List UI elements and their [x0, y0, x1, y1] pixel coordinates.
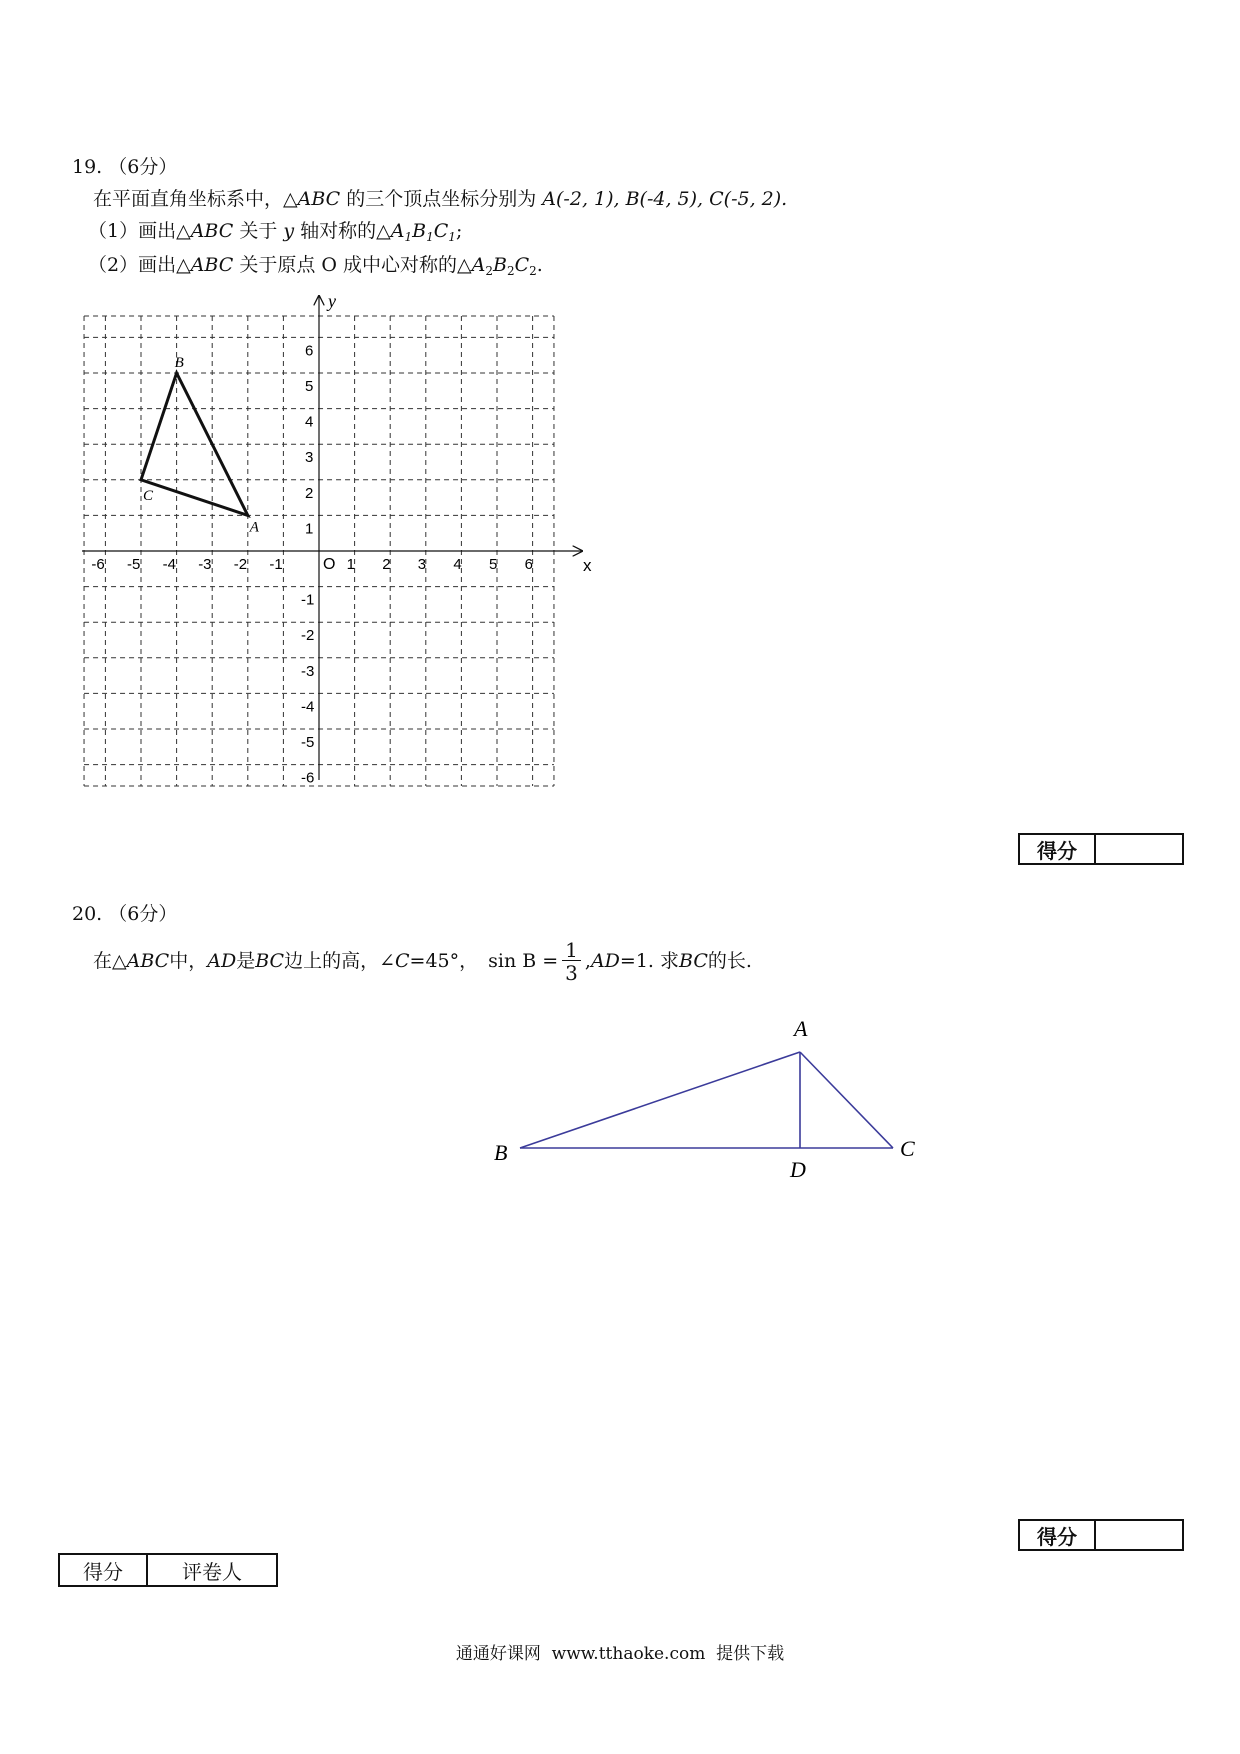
x-tick-label: 1 [346, 556, 355, 573]
q19-number: 19. [72, 156, 103, 178]
q20-text-bc2: BC [679, 950, 708, 972]
y-tick-label: -3 [301, 662, 315, 680]
y-tick-label: -6 [301, 769, 315, 787]
q19-part1-sub3: 1 [448, 230, 456, 244]
q20-sin-label: sin B = [488, 950, 559, 972]
q19-part1-a: A [390, 220, 405, 242]
score-box-q20 [1018, 1519, 1184, 1551]
q19-part2-a: A [471, 254, 486, 276]
q20-text-mid4: =45°， [409, 950, 479, 972]
score-label: 得分 [1020, 1521, 1096, 1549]
q19-part1-end: ; [455, 220, 463, 242]
grader-score-cell: 得分 [60, 1555, 148, 1585]
segment-ac [800, 1052, 893, 1148]
q20-text-mid3: 边上的高，∠ [284, 950, 395, 972]
q19-part2-end: . [536, 254, 543, 276]
x-tick-label: -6 [91, 556, 105, 573]
q20-frac-den: 3 [565, 961, 578, 985]
y-tick-label: 2 [305, 484, 314, 502]
footer: 通通好课网 www.tthaoke.com 提供下载 [455, 1644, 785, 1664]
q19-part2-b: B [492, 254, 507, 276]
q20-text-abc: ABC [126, 950, 170, 972]
q19-intro-abc: ABC [297, 188, 341, 210]
q19-part1-c: C [433, 220, 449, 242]
q20-text-ad: AD [207, 950, 237, 972]
x-tick-label: 5 [489, 556, 498, 573]
x-axis-label: x [583, 556, 592, 575]
q20-triangle-figure [480, 1000, 940, 1190]
q20-text-ad2: AD [590, 950, 620, 972]
q20-text-mid5: , [584, 950, 591, 972]
q20-text [93, 940, 752, 983]
grader-table [58, 1553, 278, 1587]
q19-part1-sub2: 1 [426, 230, 434, 244]
origin-label: O [323, 556, 336, 573]
q20-number: 20. [72, 903, 103, 925]
y-tick-label: -2 [301, 627, 315, 645]
fig-label-c: C [900, 1136, 915, 1161]
q19-intro-coords: A(-2, 1), B(-4, 5), C(-5, 2). [542, 188, 788, 210]
x-tick-labels [91, 556, 533, 573]
vertex-c-label: C [143, 487, 154, 504]
x-tick-label: -4 [162, 556, 176, 573]
q19-part2-sub2: 2 [506, 264, 515, 278]
q20-frac-num: 1 [562, 940, 581, 961]
grader-name-cell: 评卷人 [182, 1559, 242, 1584]
q19-intro-text: 在平面直角坐标系中，△ [93, 188, 298, 210]
x-tick-label: 2 [382, 556, 391, 573]
q20-text-mid2: 是 [236, 950, 256, 972]
score-blank[interactable] [1096, 835, 1182, 863]
q20-fraction [562, 940, 581, 983]
x-tick-label: 3 [417, 556, 427, 573]
q20-text-bc: BC [255, 950, 285, 972]
y-tick-label: 3 [305, 449, 314, 467]
x-tick-label: -3 [198, 556, 212, 573]
y-tick-label: -1 [301, 591, 315, 609]
q20-header [72, 905, 177, 924]
fig-label-b: B [494, 1140, 508, 1165]
x-tick-label: -5 [127, 556, 141, 573]
q19-part1-mid: 关于 [233, 220, 284, 242]
q20-text-mid6: =1. 求 [619, 950, 680, 972]
q19-part2-pre: （2）画出△ [88, 254, 191, 276]
q20-points: （6分） [108, 903, 178, 925]
x-tick-label: -1 [269, 556, 283, 573]
score-label: 得分 [1020, 835, 1096, 863]
y-axis-label: y [328, 291, 336, 311]
q20-text-c: C [394, 950, 410, 972]
q19-part1-post: 轴对称的△ [294, 220, 391, 242]
q19-part1-b: B [412, 220, 427, 242]
q19-part1-pre: （1）画出△ [88, 220, 191, 242]
q19-part1-sub1: 1 [404, 230, 413, 244]
q19-part2-sub1: 2 [485, 264, 493, 278]
vertex-a-label: A [249, 519, 259, 536]
fig-label-a: A [794, 1016, 808, 1041]
q19-part1-abc: ABC [190, 220, 234, 242]
q20-text-end: 的长. [707, 950, 752, 972]
segment-ab [520, 1052, 800, 1148]
y-tick-label: -4 [301, 698, 315, 716]
y-tick-label: 1 [305, 520, 314, 538]
x-tick-label: -2 [233, 556, 248, 573]
y-tick-label: 6 [305, 342, 314, 360]
q19-part2-c: C [514, 254, 530, 276]
score-box-q19 [1018, 833, 1184, 865]
x-tick-label: 6 [524, 556, 533, 573]
y-tick-label: -5 [301, 734, 315, 751]
y-tick-label: 5 [305, 378, 314, 395]
q20-text-pre: 在△ [93, 950, 127, 972]
y-tick-label: 4 [305, 413, 314, 431]
q19-intro-mid: 的三个顶点坐标分别为 [340, 188, 543, 210]
q19-part2-mid: 关于原点 O 成中心对称的△ [233, 254, 472, 276]
q20-text-mid1: 中， [169, 950, 208, 972]
coordinate-grid [0, 0, 640, 800]
q19-points: （6分） [108, 156, 178, 178]
q19-part2-sub3: 2 [529, 264, 537, 278]
vertex-b-label: B [174, 355, 184, 371]
fig-label-d: D [790, 1157, 806, 1182]
x-tick-label: 4 [453, 556, 462, 573]
q19-part2-abc: ABC [190, 254, 234, 276]
q19-part1-y: y [283, 220, 295, 242]
score-blank[interactable] [1096, 1521, 1182, 1549]
